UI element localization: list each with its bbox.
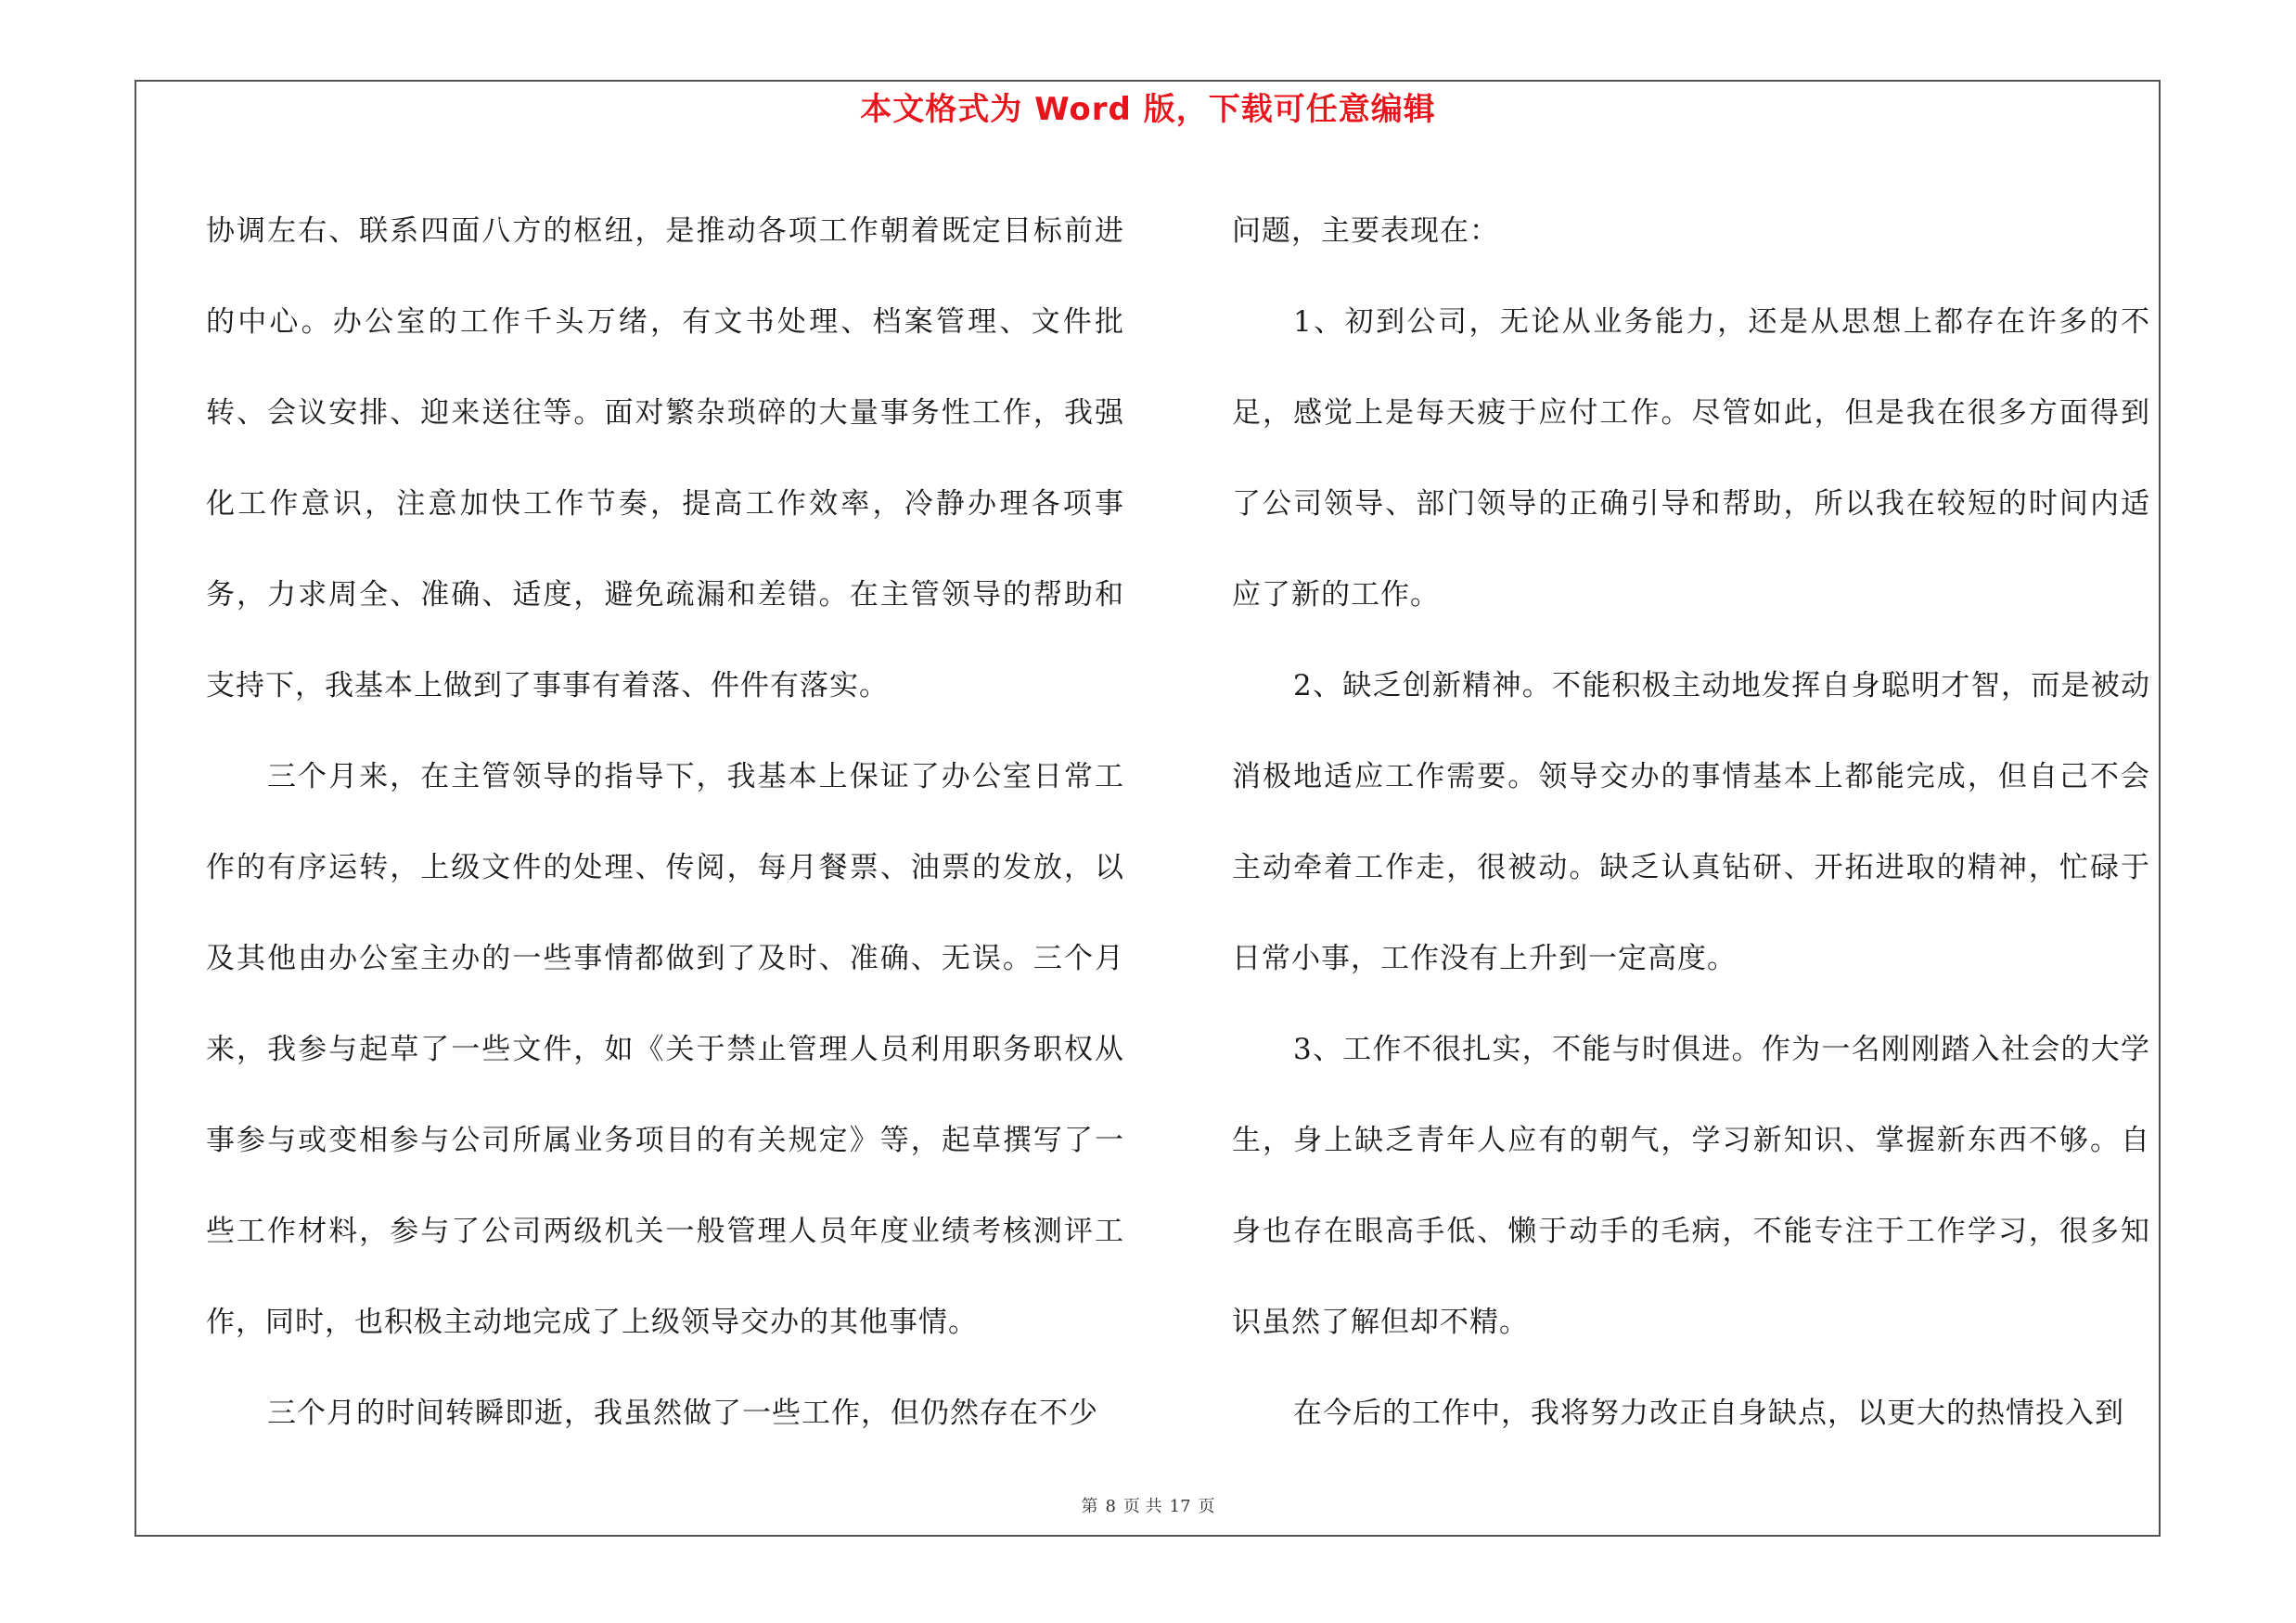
word-format-banner: 本文格式为 Word 版，下载可任意编辑 — [860, 91, 1436, 128]
left-column — [206, 186, 1124, 1459]
total-page-count: 17 — [1169, 1497, 1191, 1516]
paragraph: 协调左右、联系四面八方的枢纽，是推动各项工作朝着既定目标前进的中心。办公室的工作千头万绪，有文书处理、档案管理、文件批转、会议安排、迎来送往等。面对繁杂琐碎的大量事务性工作，我强化工作意识，注意加快工作节奏，提高工作效率，冷静办理各项事务，力求周全、准确、适度，避免疏漏和差错。在主管领导的帮助和支持下，我基本上做到了事事有着落、件件有落实。 — [206, 214, 1124, 702]
right-column — [1232, 186, 2150, 1459]
paragraph: 3、工作不很扎实，不能与时俱进。作为一名刚刚踏入社会的大学生，身上缺乏青年人应有的朝气，学习新知识、掌握新东西不够。自身也存在眼高手低、懒于动手的毛病，不能专注于工作学习，很多知识虽然了解但却不精。 — [1232, 1033, 2150, 1339]
footer-middle: 页 共 — [1122, 1497, 1162, 1516]
current-page-number: 8 — [1105, 1497, 1116, 1516]
paragraph: 在今后的工作中，我将努力改正自身缺点，以更大的热情投入到 — [1293, 1397, 2124, 1430]
footer-suffix: 页 — [1198, 1497, 1215, 1516]
paragraph: 问题，主要表现在： — [1232, 214, 1499, 248]
paragraph: 三个月来，在主管领导的指导下，我基本上保证了办公室日常工作的有序运转，上级文件的处理、传阅，每月餐票、油票的发放，以及其他由办公室主办的一些事情都做到了及时、准确、无误。三个月来，我参与起草了一些文件，如《关于禁止管理人员利用职务职权从事参与或变相参与公司所属业务项目的有关规定》等，起草撰写了一些工作材料，参与了公司两级机关一般管理人员年度业绩考核测评工作，同时，也积极主动地完成了上级领导交办的其他事情。 — [206, 760, 1124, 1339]
paragraph: 三个月的时间转瞬即逝，我虽然做了一些工作，但仍然存在不少 — [267, 1397, 1098, 1430]
paragraph: 2、缺乏创新精神。不能积极主动地发挥自身聪明才智，而是被动消极地适应工作需要。领导交办的事情基本上都能完成，但自己不会主动牵着工作走，很被动。缺乏认真钻研、开拓进取的精神，忙碌于日常小事，工作没有上升到一定高度。 — [1232, 669, 2150, 975]
paragraph: 1、初到公司，无论从业务能力，还是从思想上都存在许多的不足，感觉上是每天疲于应付工作。尽管如此，但是我在很多方面得到了公司领导、部门领导的正确引导和帮助，所以我在较短的时间内适应了新的工作。 — [1232, 305, 2150, 612]
page-number-footer — [0, 1497, 2296, 1517]
footer-prefix: 第 — [1081, 1497, 1098, 1516]
